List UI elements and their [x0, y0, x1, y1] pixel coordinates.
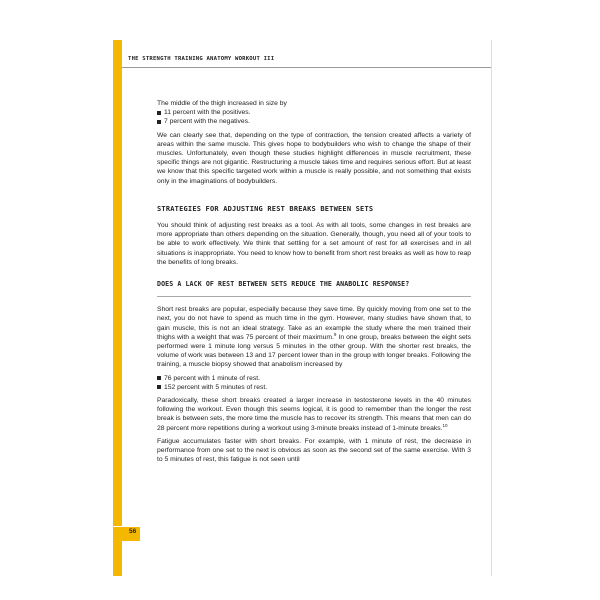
section-heading-strategies: STRATEGIES FOR ADJUSTING REST BREAKS BETWEEN SETS [157, 204, 374, 213]
bullet-text: 152 percent with 5 minutes of rest. [164, 383, 268, 391]
bullet-text: 11 percent with the positives. [164, 109, 251, 117]
rest-paragraph-2: Paradoxically, these short breaks created a larger increase in testosterone levels in the 40 minutes following the workout. Even though this seems logical, it is good to remember than the longer the rest break is between sets, the more time the muscle has to recover its strength. This means that men can do 28 percent more repetitions during a workout using 3-minute breaks instead of 1-minute breaks.$^{10}$ [157, 397, 471, 432]
bullet-item [157, 374, 471, 383]
heading-rule [157, 296, 471, 297]
accent-bar [113, 40, 122, 576]
section-heading-rest: DOES A LACK OF REST BETWEEN SETS REDUCE THE ANABOLIC RESPONSE? [157, 280, 410, 289]
bullet-text: 7 percent with the negatives. [164, 118, 250, 126]
header-rule [122, 67, 491, 68]
bullet-item [157, 117, 471, 126]
strategies-paragraph: You should think of adjusting rest breaks as a tool. As with all tools, some changes in rest breaks are more appropriate than others depending on the situation. Generally, though, you need all of your tools to be able to work effectively. We think that settling for a set amount of rest for all exercises and in all situations is inappropriate. You need to know how to benefit from short rest breaks as well as how to reap the benefits of long breaks. [157, 222, 471, 266]
page-number: 56 [129, 528, 137, 535]
intro-paragraph: We can clearly see that, depending on the type of contraction, the tension created affects a variety of areas within the same muscle. This gives hope to bodybuilders who wish to change the shape of their muscles. Unfortunately, even though these studies highlight differences in muscle recruitment, these specific things are not gigantic. Restructuring a muscle takes time and requires serious effort. But at least we know that this specific targeted work within a muscle is really possible, and not something that exists only in the imaginations of bodybuilders. [157, 131, 471, 185]
bullet-item [157, 383, 471, 392]
bullet-square-icon [157, 111, 161, 115]
intro-line: The middle of the thigh increased in size by [157, 100, 287, 107]
bullet-item [157, 108, 471, 117]
rest-paragraph-3: Fatigue accumulates faster with short breaks. For example, with 1 minute of rest, the decrease in performance from one set to the next is obvious as soon as the second set of the same exercise. With 3 to 5 minutes of rest, this fatigue is not seen until [157, 437, 471, 464]
bullet-square-icon [157, 376, 161, 380]
rest-paragraph-1: Short rest breaks are popular, especially because they save time. By quickly moving from one set to the next, you do not have to spend as much time in the gym. However, many studies have shown that, to gain muscle, this is not an ideal strategy. Take as an example the study where the men trained their thighs with a weight that was 75 percent of their maximum.$^9$ In one group, breaks between the eight sets performed were 1 minute long versus 5 minutes in the other group. With the shorter rest breaks, the volume of work was between 13 and 17 percent lower than in the group with longer breaks. Following the training, a muscle biopsy showed that anabolism increased by [157, 306, 471, 369]
running-title: THE STRENGTH TRAINING ANATOMY WORKOUT III [128, 56, 275, 62]
page-content [157, 99, 471, 469]
bullet-text: 76 percent with 1 minute of rest. [164, 374, 261, 382]
bullet-square-icon [157, 120, 161, 124]
bullet-square-icon [157, 385, 161, 389]
